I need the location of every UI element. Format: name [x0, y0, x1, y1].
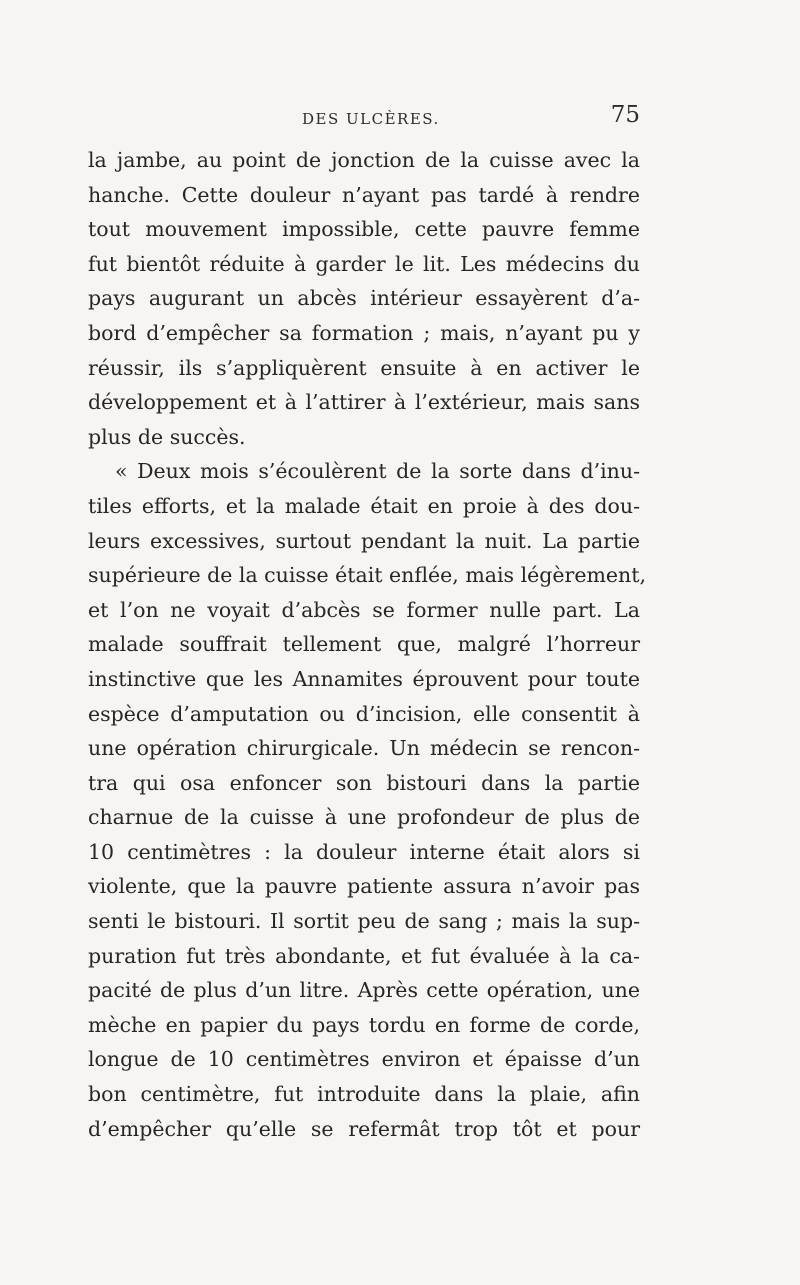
text-line: pays augurant un abcès intérieur essayèrent d’a- [88, 286, 640, 311]
text-line: bord d’empêcher sa formation ; mais, n’ayant pu y [88, 320, 640, 345]
body-text [88, 143, 646, 1146]
paragraph-start-line: « Deux mois s’écoulèrent de la sorte dans d’inu- [115, 459, 640, 484]
text-line: tout mouvement impossible, cette pauvre femme [88, 217, 640, 242]
text-line: leurs excessives, surtout pendant la nuit. La partie [88, 528, 640, 553]
text-line: d’empêcher qu’elle se refermât trop tôt et pour [88, 1116, 640, 1141]
text-line: espèce d’amputation ou d’incision, elle consentit à [88, 701, 640, 726]
running-title: DES ULCÈRES. [302, 110, 440, 128]
page-number: 75 [610, 102, 640, 128]
text-line: et l’on ne voyait d’abcès se former nulle part. La [88, 597, 640, 622]
text-line: malade souffrait tellement que, malgré l’horreur [88, 632, 640, 657]
text-line: puration fut très abondante, et fut évaluée à la ca- [88, 943, 640, 968]
text-line: réussir, ils s’appliquèrent ensuite à en activer le [88, 355, 640, 380]
text-line: une opération chirurgicale. Un médecin se rencon- [88, 736, 640, 761]
text-line: mèche en papier du pays tordu en forme de corde, [88, 1012, 640, 1037]
text-line: violente, que la pauvre patiente assura n’avoir pas [88, 874, 640, 899]
text-line: tiles efforts, et la malade était en proie à des dou- [88, 493, 640, 518]
text-line: senti le bistouri. Il sortit peu de sang ; mais la sup- [88, 909, 640, 934]
text-line: tra qui osa enfoncer son bistouri dans la partie [88, 770, 640, 795]
text-line: instinctive que les Annamites éprouvent pour toute [88, 666, 640, 691]
text-line: développement et à l’attirer à l’extérieur, mais sans [88, 390, 640, 415]
text-line: charnue de la cuisse à une profondeur de plus de [88, 805, 640, 830]
paragraph-end-line: plus de succès. [88, 424, 246, 449]
text-line: 10 centimètres : la douleur interne était alors si [88, 839, 640, 864]
text-line: bon centimètre, fut introduite dans la plaie, afin [88, 1082, 640, 1107]
text-line: pacité de plus d’un litre. Après cette opération, une [88, 978, 640, 1003]
text-line: la jambe, au point de jonction de la cuisse avec la [88, 148, 640, 172]
text-line: longue de 10 centimètres environ et épaisse d’un [88, 1047, 640, 1072]
running-head [88, 102, 640, 134]
text-line: supérieure de la cuisse était enflée, mais légèrement, [88, 563, 646, 588]
text-line: fut bientôt réduite à garder le lit. Les médecins du [88, 251, 640, 276]
text-line: hanche. Cette douleur n’ayant pas tardé à rendre [88, 182, 640, 207]
